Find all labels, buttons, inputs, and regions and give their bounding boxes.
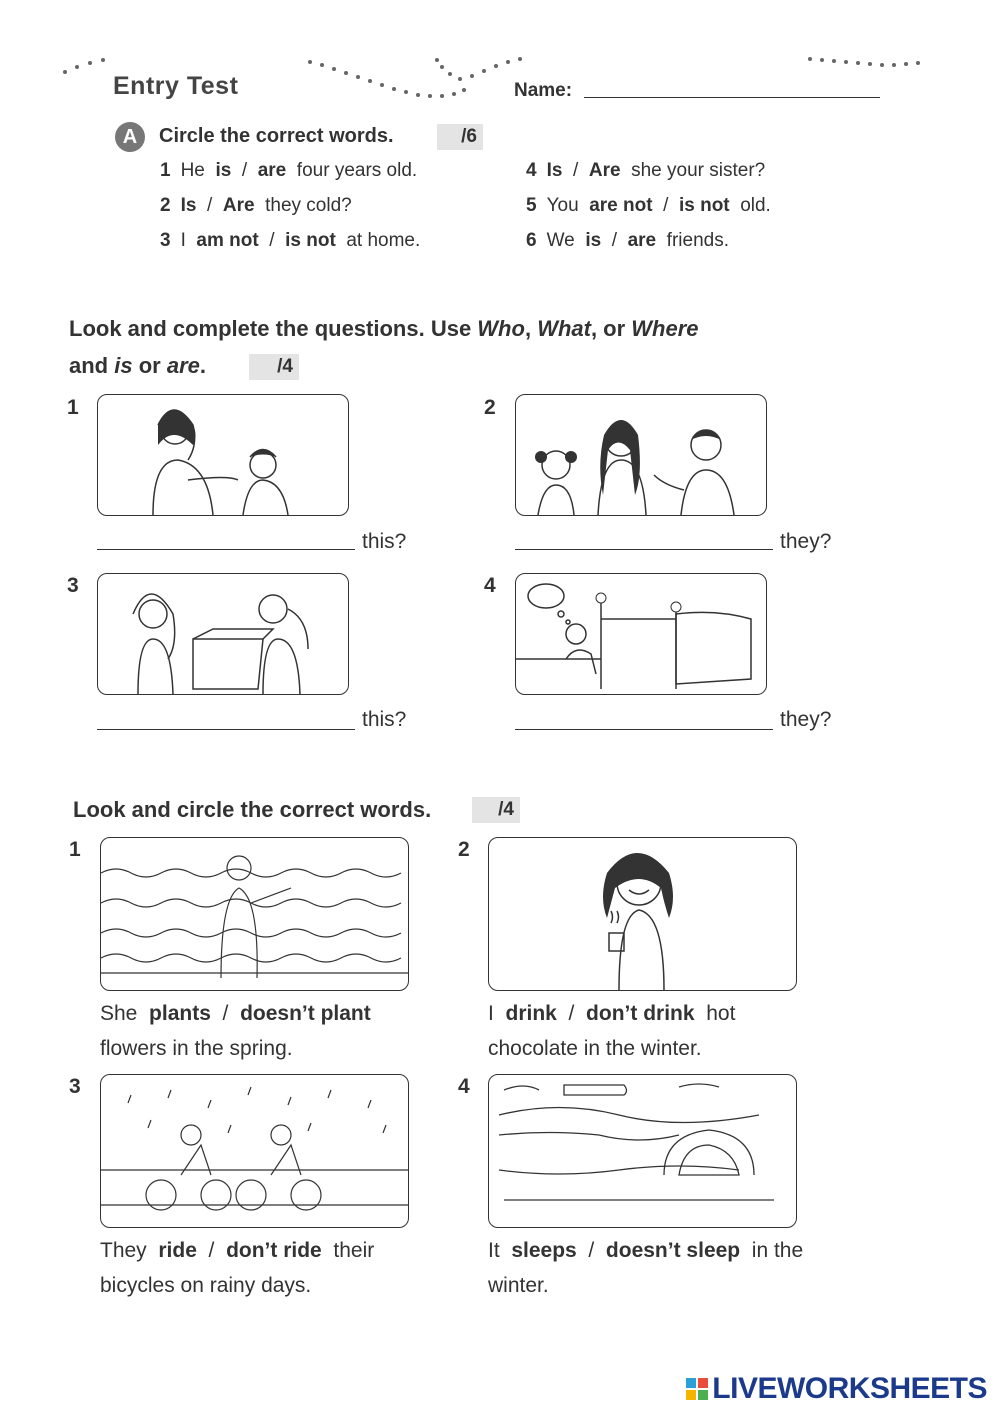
name-label: Name: — [514, 80, 573, 101]
a-item-4-option-1[interactable]: Is — [546, 160, 563, 181]
section-c-score: /4 — [472, 797, 520, 823]
section-a-score: /6 — [437, 124, 483, 150]
mother-and-son-icon — [98, 395, 348, 515]
c-item-2-option-1[interactable]: drink — [505, 1002, 557, 1025]
a-item-6-option-2[interactable]: are — [627, 230, 657, 251]
liveworksheets-logo[interactable] — [686, 1372, 987, 1406]
section-b-score: /4 — [249, 354, 299, 380]
boy-under-bed-icon — [516, 574, 766, 694]
b-item-2-answer[interactable] — [515, 549, 773, 550]
b-item-3-number: 3 — [67, 574, 79, 597]
b-item-3-answer[interactable] — [97, 729, 355, 730]
b-item-4-picture — [515, 573, 767, 695]
two-girls-with-box-icon — [98, 574, 348, 694]
c-item-4-number: 4 — [458, 1075, 470, 1098]
logo-text: LIVEWORKSHEETS — [712, 1372, 987, 1405]
page-title: Entry Test — [113, 72, 239, 100]
a-item-5-option-2[interactable]: is not — [678, 195, 730, 216]
c-item-1-number: 1 — [69, 838, 81, 861]
c-item-2-picture — [488, 837, 797, 991]
a-item-1-option-2[interactable]: are — [257, 160, 287, 181]
a-item-3-option-1[interactable]: am not — [196, 230, 259, 251]
b-item-1-answer[interactable] — [97, 549, 355, 550]
c-item-4-option-2[interactable]: doesn’t sleep — [605, 1239, 741, 1262]
animal-sleeping-in-burrow-icon — [489, 1075, 796, 1227]
b-item-2-tail: they? — [780, 530, 832, 553]
c-item-2-sentence: I drink / don’t drink hot chocolate in the winter. — [488, 1002, 736, 1060]
girl-with-hot-drink-icon — [489, 838, 796, 990]
b-item-2-number: 2 — [484, 396, 496, 419]
section-a-badge: A — [115, 122, 145, 152]
girl-planting-flowers-icon — [101, 838, 408, 990]
b-item-1-number: 1 — [67, 396, 79, 419]
b-item-4-number: 4 — [484, 574, 496, 597]
b-item-4-answer[interactable] — [515, 729, 773, 730]
c-item-3-picture — [100, 1074, 409, 1228]
c-item-1-option-2[interactable]: doesn’t plant — [240, 1002, 371, 1025]
section-b-title-line1: Look and complete the questions. Use Who, What, or Where — [69, 316, 699, 341]
a-item-2-option-2[interactable]: Are — [222, 195, 255, 216]
b-item-2-picture — [515, 394, 767, 516]
c-item-4-option-1[interactable]: sleeps — [511, 1239, 577, 1262]
section-a-title: Circle the correct words. — [159, 125, 394, 147]
c-item-2-number: 2 — [458, 838, 470, 861]
a-item-2: 2 Is / Are they cold? — [160, 195, 352, 216]
c-item-1-sentence: She plants / doesn’t plant flowers in the spring. — [100, 1002, 371, 1060]
c-item-3-sentence: They ride / don’t ride their bicycles on rainy days. — [100, 1239, 375, 1297]
b-item-1-picture — [97, 394, 349, 516]
a-item-6: 6 We is / are friends. — [526, 230, 729, 251]
a-item-1-option-1[interactable]: is — [215, 160, 232, 181]
a-item-4: 4 Is / Are she your sister? — [526, 160, 766, 181]
a-item-2-option-1[interactable]: Is — [180, 195, 197, 216]
c-item-4-picture — [488, 1074, 797, 1228]
c-item-3-option-2[interactable]: don’t ride — [226, 1239, 322, 1262]
a-item-1: 1 He is / are four years old. — [160, 160, 418, 181]
b-item-1-tail: this? — [362, 530, 407, 553]
c-item-4-sentence: It sleeps / doesn’t sleep in the winter. — [488, 1239, 804, 1297]
liveworksheets-icon — [686, 1378, 708, 1400]
c-item-1-picture — [100, 837, 409, 991]
name-input-line[interactable] — [584, 97, 880, 98]
a-item-4-option-2[interactable]: Are — [588, 160, 621, 181]
children-riding-bikes-in-rain-icon — [101, 1075, 408, 1227]
a-item-6-option-1[interactable]: is — [585, 230, 602, 251]
b-item-3-picture — [97, 573, 349, 695]
a-item-5-option-1[interactable]: are not — [589, 195, 653, 216]
c-item-1-option-1[interactable]: plants — [149, 1002, 211, 1025]
a-item-3: 3 I am not / is not at home. — [160, 230, 421, 251]
section-b-title-line2: and is or are. — [69, 353, 206, 378]
b-item-3-tail: this? — [362, 708, 407, 731]
three-children-icon — [516, 395, 766, 515]
a-item-5: 5 You are not / is not old. — [526, 195, 771, 216]
c-item-3-option-1[interactable]: ride — [158, 1239, 197, 1262]
a-item-3-option-2[interactable]: is not — [285, 230, 336, 251]
section-c-title: Look and circle the correct words. — [73, 797, 432, 822]
c-item-3-number: 3 — [69, 1075, 81, 1098]
c-item-2-option-2[interactable]: don’t drink — [586, 1002, 695, 1025]
b-item-4-tail: they? — [780, 708, 832, 731]
